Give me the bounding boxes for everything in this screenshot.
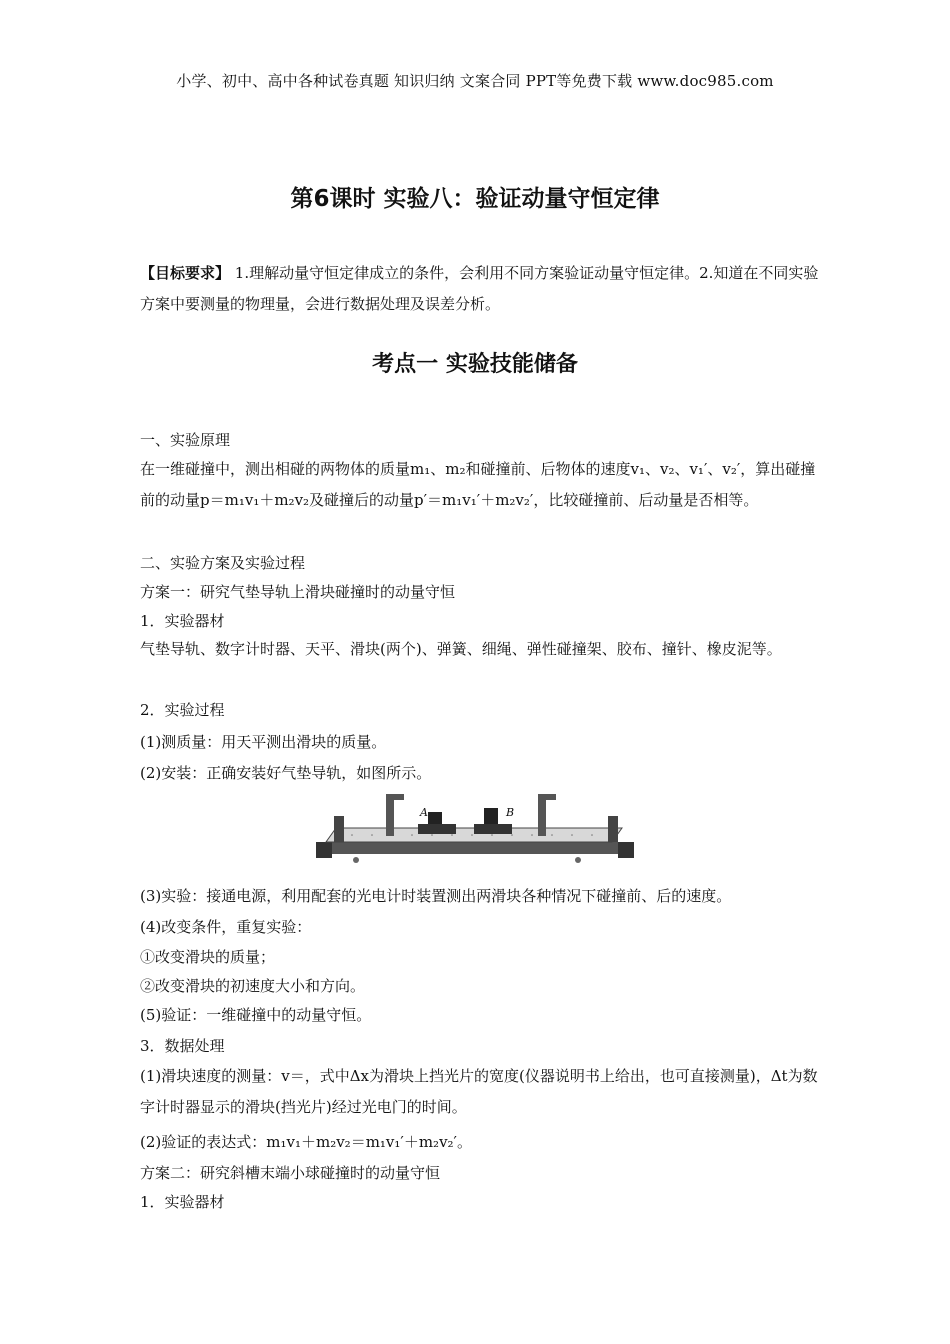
principle-text: 在一维碰撞中，测出相碰的两物体的质量m₁、m₂和碰撞前、后物体的速度v₁、v₂、v₁′、v₂′，算出碰撞前的动量p＝m₁v₁＋m₂v₂及碰撞后的动量p′＝m₁v₁′＋m₂v₂′，比较碰撞前、后动量是否相等。 — [140, 460, 816, 509]
data-item-2: (2)验证的表达式：m₁v₁＋m₂v₂＝m₁v₁′＋m₂v₂′。 — [140, 1133, 472, 1151]
step-4b: ②改变滑块的初速度大小和方向。 — [140, 977, 366, 995]
scheme2-title: 方案二：研究斜槽末端小球碰撞时的动量守恒 — [140, 1164, 441, 1182]
equip-text: 气垫导轨、数字计时器、天平、滑块(两个)、弹簧、细绳、弹性碰撞架、胶布、撞针、橡皮泥等。 — [140, 640, 782, 658]
section-title: 考点一 实验技能储备 — [372, 352, 578, 377]
glider-a-label: A — [420, 806, 428, 819]
principle-heading: 一、实验原理 — [140, 431, 231, 449]
step-4: (4)改变条件，重复实验： — [140, 918, 312, 936]
page-header: 小学、初中、高中各种试卷真题 知识归纳 文案合同 PPT等免费下载 www.doc985.com — [176, 72, 774, 90]
step-4a: ①改变滑块的质量； — [140, 948, 276, 966]
step-5: (5)验证：一维碰撞中的动量守恒。 — [140, 1006, 372, 1024]
process-heading: 2．实验过程 — [140, 701, 225, 719]
air-track-figure — [312, 790, 638, 868]
step-1: (1)测质量：用天平测出滑块的质量。 — [140, 733, 387, 751]
data-item-1: (1)滑块速度的测量：v＝，式中Δx为滑块上挡光片的宽度(仪器说明书上给出，也可直接测量)，Δt为数字计时器显示的滑块(挡光片)经过光电门的时间。 — [140, 1067, 818, 1116]
equip-heading: 1．实验器材 — [140, 612, 225, 630]
scheme1-title: 方案一：研究气垫导轨上滑块碰撞时的动量守恒 — [140, 583, 456, 601]
goal-tag: 【目标要求】 — [140, 264, 231, 282]
goal-text: 1.理解动量守恒定律成立的条件，会利用不同方案验证动量守恒定律。2.知道在不同实验方案中要测量的物理量，会进行数据处理及误差分析。 — [140, 264, 819, 313]
equip2-heading: 1．实验器材 — [140, 1193, 225, 1211]
step-3: (3)实验：接通电源，利用配套的光电计时装置测出两滑块各种情况下碰撞前、后的速度。 — [140, 887, 732, 905]
goal-paragraph — [140, 258, 825, 320]
scheme-heading: 二、实验方案及实验过程 — [140, 554, 306, 572]
step-2: (2)安装：正确安装好气垫导轨，如图所示。 — [140, 764, 432, 782]
glider-b-label: B — [506, 806, 515, 819]
page-title: 第6课时 实验八：验证动量守恒定律 — [290, 186, 660, 212]
data-heading: 3．数据处理 — [140, 1037, 225, 1055]
